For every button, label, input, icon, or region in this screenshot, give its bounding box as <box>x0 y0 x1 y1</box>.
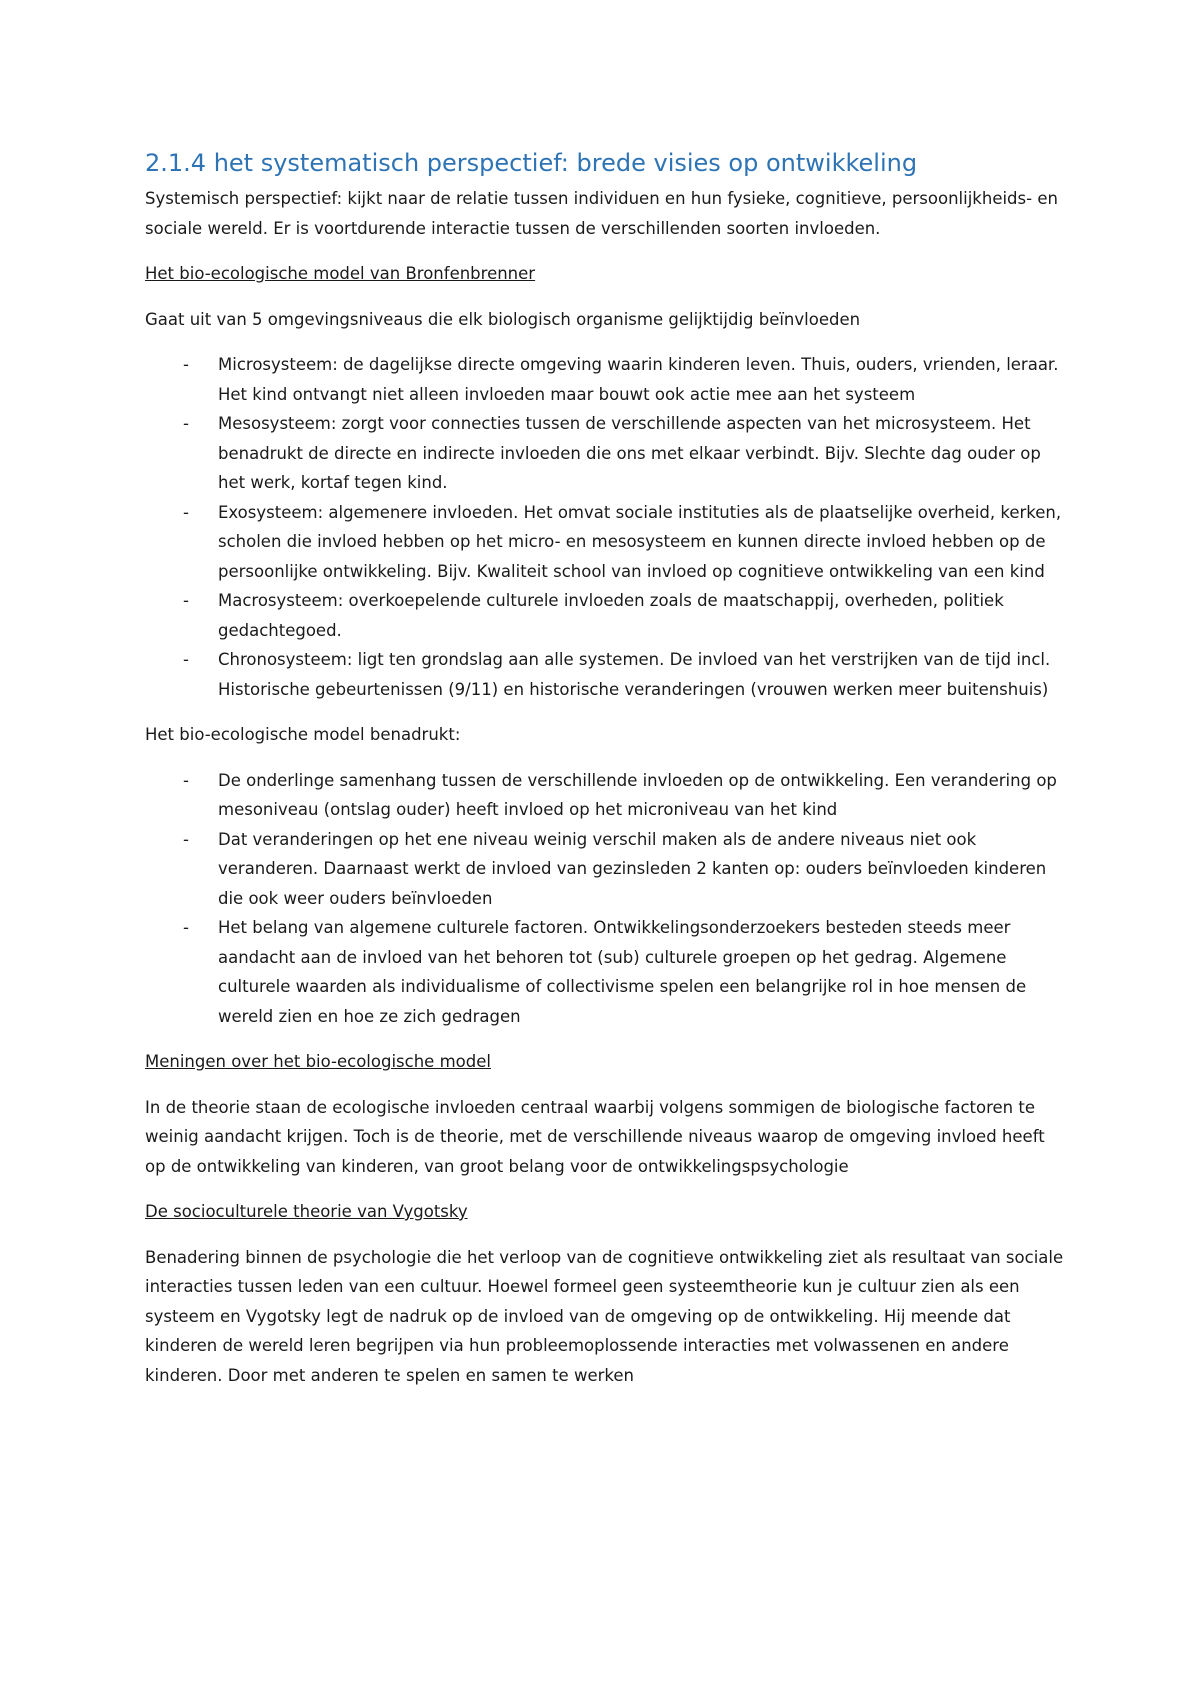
vygotsky-paragraph: Benadering binnen de psychologie die het verloop van de cognitieve ontwikkeling ziet als resultaat van sociale interacties tussen leden van een cultuur. Hoewel formeel geen systeemtheorie kun je cultuur zien als een systeem en Vygotsky legt de nadruk op de invloed van de omgeving op de ontwikkeling. Hij meende dat kinderen de wereld leren begrijpen via hun probleemoplossende interacties met volwassenen en andere kinderen. Door met anderen te spelen en samen te werken <box>145 1247 1064 1385</box>
list-item-text: Macrosysteem: overkoepelende culturele invloeden zoals de maatschappij, overheden, politiek gedachtegoed. <box>218 591 1004 640</box>
list-item <box>145 913 1070 1031</box>
section-heading: 2.1.4 het systematisch perspectief: brede visies op ontwikkeling <box>145 149 918 177</box>
dash-bullet: - <box>183 355 189 374</box>
list-item-text: Dat veranderingen op het ene niveau weinig verschil maken als de andere niveaus niet ook veranderen. Daarnaast werkt de invloed van gezinsleden 2 kanten op: ouders beïnvloeden kinderen die ook weer ouders beïnvloeden <box>218 829 1047 908</box>
list-item <box>145 498 1070 587</box>
list-item-text: Het belang van algemene culturele factoren. Ontwikkelingsonderzoekers besteden steeds meer aandacht aan de invloed van het behoren tot (sub) culturele groepen op het gedrag. Algemene culturele waarden als individualisme of collectivisme spelen een belangrijke rol in hoe mensen de wereld zien en hoe ze zich gedragen <box>218 918 1027 1026</box>
list-item <box>145 350 1070 409</box>
dash-bullet: - <box>183 502 189 522</box>
list-item <box>145 645 1070 704</box>
systems-list <box>145 350 1070 704</box>
meningen-paragraph: In de theorie staan de ecologische invloeden centraal waarbij volgens sommigen de biologische factoren te weinig aandacht krijgen. Toch is de theorie, met de verschillende niveaus waarop de omgeving invloed heeft op de ontwikkeling van kinderen, van groot belang voor de ontwikkelingspsychologie <box>145 1097 1045 1176</box>
subheading-vygotsky: De socioculturele theorie van Vygotsky <box>145 1202 468 1221</box>
intro-paragraph: Systemisch perspectief: kijkt naar de relatie tussen individuen en hun fysieke, cognitieve, persoonlijkheids- en sociale wereld. Er is voortdurende interactie tussen de verschillenden soorten invloeden. <box>145 189 1058 238</box>
list-item-text: De onderlinge samenhang tussen de verschillende invloeden op de ontwikkeling. Een verandering op mesoniveau (ontslag ouder) heeft invloed op het microniveau van het kind <box>218 770 1057 819</box>
dash-bullet: - <box>183 918 189 937</box>
dash-bullet: - <box>183 414 189 433</box>
list-item <box>145 766 1070 825</box>
list-item <box>145 825 1070 914</box>
list-item-text: Microsysteem: de dagelijkse directe omgeving waarin kinderen leven. Thuis, ouders, vrienden, leraar. Het kind ontvangt niet alleen invloeden maar bouwt ook actie mee aan het systeem <box>218 355 1059 404</box>
list-item-text: Chronosysteem: ligt ten grondslag aan alle systemen. De invloed van het verstrijken van de tijd incl. Historische gebeurtenissen (9/11) en historische veranderingen (vrouwen werken meer buitenshuis) <box>218 650 1051 699</box>
subheading-bronfenbrenner: Het bio-ecologische model van Bronfenbrenner <box>145 264 536 283</box>
document-page <box>145 148 1070 1406</box>
emphasis-list <box>145 766 1070 1032</box>
dash-bullet: - <box>183 770 189 790</box>
list-item <box>145 409 1070 498</box>
list-item <box>145 586 1070 645</box>
emphasis-lead: Het bio-ecologische model benadrukt: <box>145 725 461 744</box>
list-item-text: Mesosysteem: zorgt voor connecties tussen de verschillende aspecten van het microsysteem. Het benadrukt de directe en indirecte invloeden die ons met elkaar verbindt. Bijv. Slechte dag ouder op het werk, kortaf tegen kind. <box>218 414 1041 492</box>
subheading-meningen: Meningen over het bio-ecologische model <box>145 1052 491 1071</box>
list-item-text: Exosysteem: algemenere invloeden. Het omvat sociale instituties als de plaatselijke overheid, kerken, scholen die invloed hebben op het micro- en mesosysteem en kunnen directe invloed hebben op de persoonlijke ontwikkeling. Bijv. Kwaliteit school van invloed op cognitieve ontwikkeling van een kind <box>218 502 1062 581</box>
omgevingsniveaus-lead: Gaat uit van 5 omgevingsniveaus die elk biologisch organisme gelijktijdig beïnvloeden <box>145 309 861 329</box>
dash-bullet: - <box>183 650 189 669</box>
dash-bullet: - <box>183 829 189 849</box>
dash-bullet: - <box>183 591 189 610</box>
